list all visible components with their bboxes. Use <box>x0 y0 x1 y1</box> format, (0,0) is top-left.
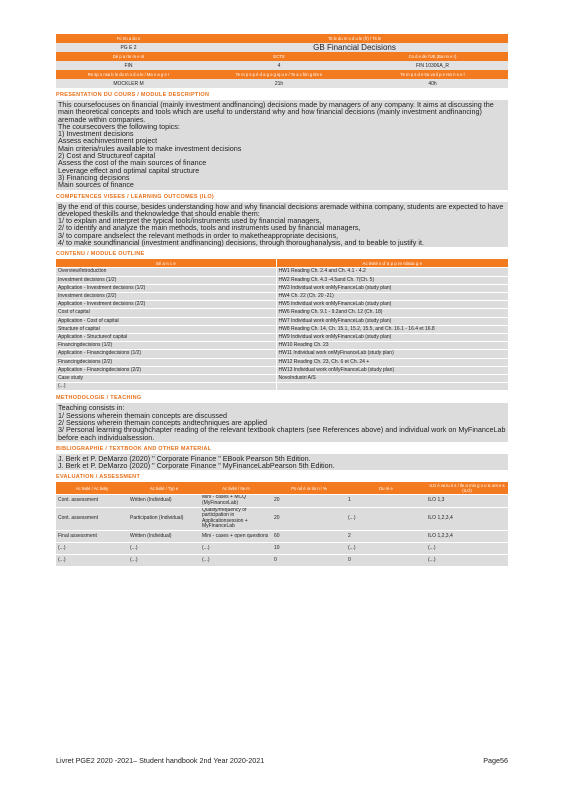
evaluation-cell: (...) <box>56 543 128 555</box>
evaluation-cell: 1 <box>346 495 426 507</box>
evaluation-cell: 0 <box>346 555 426 567</box>
evaluation-cell: 60 <box>272 531 346 543</box>
evaluation-cell: (...) <box>346 507 426 530</box>
outline-row <box>56 276 508 284</box>
outline-activity-cell: HW5 Individual work onMyFinanceLab (study plan) <box>276 301 508 309</box>
evaluation-cell: (...) <box>128 555 200 567</box>
outline-activity-cell: HW10 Reading Ch. 23 <box>276 342 508 350</box>
outline-session-cell: Application - Financingdecisions (1/2) <box>56 350 276 358</box>
module-title: GB Financial Decisions <box>201 43 508 52</box>
outline-row <box>56 309 508 317</box>
evaluation-cell: (...) <box>200 555 272 567</box>
outline-row <box>56 350 508 358</box>
outline-session-cell: Investment decisions (1/2) <box>56 276 276 284</box>
evaluation-cell: ILO 1,2,3,4 <box>426 507 508 530</box>
outline-row <box>56 374 508 382</box>
evaluation-cell: (...) <box>426 543 508 555</box>
outline-activity-cell: NovoIndustri A/S <box>276 374 508 382</box>
evaluation-cell: Mini - cases + open questions <box>200 531 272 543</box>
outline-session-cell: Application - Investment decisions (1/2) <box>56 284 276 292</box>
section-title-bibliography: BIBLIOGRAPHIE / TEXTBOOK AND OTHER MATERIAL <box>56 445 212 452</box>
ects-value: 4 <box>201 61 357 70</box>
outline-session-cell: Financingdecisions (1/2) <box>56 342 276 350</box>
header-label: Re sp o nsa b le du m o d u le / Ma n a g e r <box>56 70 201 79</box>
evaluation-cell: 20 <box>272 507 346 530</box>
outline-activity-cell: HW1 Reading Ch. 2.4 and Ch. 4.1 - 4.2 <box>276 268 508 276</box>
evaluation-cell: (...) <box>128 543 200 555</box>
header-label: ECTS <box>201 52 357 61</box>
outline-header-activity: Ac tivité s d 'a p p re ntissa g e <box>276 259 508 268</box>
evaluation-cell: Written (Individual) <box>128 531 200 543</box>
outline-row <box>56 284 508 292</box>
outline-activity-cell: HW2 Reading Ch. 4.3 -4.5and Ch. 7(Ch. 5) <box>276 276 508 284</box>
footer-handbook-title: Livret PGE2 2020 -2021– Student handbook 2nd Year 2020-2021 <box>56 756 265 765</box>
outline-activity-cell: HW7 Individual work onMyFinanceLab (study plan) <box>276 317 508 325</box>
outline-row <box>56 317 508 325</box>
outline-activity-cell: HW3 Individual work onMyFinanceLab (study plan) <box>276 284 508 292</box>
section-title-presentation: PRESENTATION DU COURS / MODULE DESCRIPTION <box>56 92 210 98</box>
personal-work-value: 40h <box>357 79 508 88</box>
header-label: Fo rm a tio n <box>56 34 201 43</box>
outline-session-cell: Overview/Introduction <box>56 268 276 276</box>
outline-activity-cell: HW4 Ch. 22 (Ch. 20 -21) <box>276 292 508 300</box>
evaluation-header-cell: Ac tivité / Ac tivity <box>56 482 128 495</box>
page-footer <box>56 756 508 765</box>
outline-table <box>56 259 508 391</box>
outline-session-cell: Application - Financingdecisions (2/2) <box>56 366 276 374</box>
evaluation-row <box>56 555 508 567</box>
evaluation-cell: (...) <box>200 543 272 555</box>
evaluation-header-cell: ILO é va lu é s / Ile a rnin g o u tc om e s (ILO) <box>426 482 508 495</box>
outline-row <box>56 333 508 341</box>
evaluation-row <box>56 543 508 555</box>
evaluation-cell: (...) <box>426 555 508 567</box>
module-header-table <box>56 34 508 88</box>
outline-activity-cell: HW12 Reading Ch. 23, Ch. 6 et Ch. 24 + <box>276 358 508 366</box>
teaching-text: Teaching consists in: 1/ Sessions wherein themain concepts are discussed 2/ Sessions wherein themain concepts andtechniques are applied 3/ Personal learning throughchapter reading of the relevant textbook chapters (see References above) and individual work on MyFinanceLab before each individualsession. <box>56 403 508 441</box>
presentation-text: This coursefocuses on financial (mainly investment andfinancing) decisions made by managers of any company. It aims at discussing the main theoretical concepts and tools which are useful to understand why and how financial decisions (mainly investment andfinancing) aremade within companies. The coursecovers the following topics: 1) Investment decisions Assess eachinvestment project Main criteria/rules available to make investment decisions 2) Cost and Structureof capital Assess the cost of the main sources of finance Leverage effect and optimal capital structure 3) Financing decisions Main sources of finance <box>56 100 508 190</box>
evaluation-header-cell: Ac tivité / Ite m <box>200 482 272 495</box>
outline-session-cell: Cost of capital <box>56 309 276 317</box>
evaluation-cell: 2 <box>346 531 426 543</box>
evaluation-cell: 20 <box>272 495 346 507</box>
document-page <box>56 34 508 567</box>
header-label: Te m p s p é d a g o g iq u e / Te a c hin g tim e <box>201 70 357 79</box>
outline-row <box>56 292 508 300</box>
evaluation-cell: Participation (Individual) <box>128 507 200 530</box>
outline-session-cell: Financingdecisions (2/2) <box>56 358 276 366</box>
section-title-teaching: METHODOLOGIE / TEACHING <box>56 395 142 402</box>
outline-row <box>56 301 508 309</box>
outline-session-cell: Investment decisions (2/2) <box>56 292 276 300</box>
evaluation-table <box>56 482 508 567</box>
evaluation-cell: (...) <box>56 555 128 567</box>
evaluation-cell: Mini - cases + MCQ (MyFinanceLab) <box>200 495 272 507</box>
evaluation-header-cell: Du ré e <box>346 482 426 495</box>
outline-activity-cell: HW9 Individual work onMyFinanceLab (study plan) <box>276 333 508 341</box>
outline-row <box>56 342 508 350</box>
header-label: Te m p s d e tra va il p e rso n n e l <box>357 70 508 79</box>
department-value: FIN <box>56 61 201 70</box>
outline-session-cell: (...) <box>56 383 276 391</box>
outline-session-cell: Application - Investment decisions (2/2) <box>56 301 276 309</box>
outline-header-session: Sé a n c e <box>56 259 276 268</box>
evaluation-header-cell: Ac tivité / Typ e <box>128 482 200 495</box>
outline-session-cell: Structure of capital <box>56 325 276 333</box>
outline-session-cell: Application - Cost of capital <box>56 317 276 325</box>
evaluation-cell: (...) <box>346 543 426 555</box>
evaluation-cell: ILO 1,2,3,4 <box>426 531 508 543</box>
outline-activity-cell: HW6 Reading Ch. 9.1 - 9.2and Ch. 12 (Ch. 18) <box>276 309 508 317</box>
outline-activity-cell <box>276 383 508 391</box>
header-label: Tit le du m o d u le (fr) / Tit le <box>201 34 508 43</box>
outline-row <box>56 358 508 366</box>
evaluation-cell: ILO 1,3 <box>426 495 508 507</box>
manager-value: MOCKLER M <box>56 79 201 88</box>
evaluation-cell: Cont. assessment <box>56 495 128 507</box>
outline-activity-cell: HW11 Individual work onMyFinanceLab (study plan) <box>276 350 508 358</box>
evaluation-cell: Written (Individual) <box>128 495 200 507</box>
evaluation-cell: Final assessment <box>56 531 128 543</box>
evaluation-row <box>56 507 508 530</box>
outline-row <box>56 366 508 374</box>
header-label: Co d e de l'UE (Ba nn e r) <box>357 52 508 61</box>
outcomes-text: By the end of this course, besides understanding how and why financial decisions aremade withina company, students are expected to have developed theskills and theknowledge that should enable them: 1/ to explain and interpret the typical tools/instruments used by financial managers, 2/ to identify and analyze the main methods, tools and instruments used by financial managers, 3/ to compare andselect the relevant methods in order to maketheappropriate decisions, 4/ to make soundfinancial (investment andfinancing) decisions, through thoroughanalysis, and to beable to justify it. <box>56 202 508 248</box>
evaluation-header-cell: Po nd é ra tio n / % <box>272 482 346 495</box>
outline-row <box>56 268 508 276</box>
bibliography-text: J. Berk et P. DeMarzo (2020) " Corporate Finance " EBook Pearson 5th Edition. J. Berk et P. DeMarzo (2020) " Corporate Finance " MyFinanceLabPearson 5th Edition. <box>56 454 508 471</box>
outline-session-cell: Case study <box>56 374 276 382</box>
code-value: FIN 10306A_R <box>357 61 508 70</box>
section-title-outcomes: COMPETENCES VISEES / LEARNING OUTCOMES (ILO) <box>56 193 215 200</box>
section-title-outline: CONTENU / MODULE OUTLINE <box>56 251 145 258</box>
section-title-evaluation: EVALUATION / ASSESSMENT <box>56 474 141 481</box>
outline-row <box>56 383 508 391</box>
teaching-time-value: 21h <box>201 79 357 88</box>
evaluation-cell: Cont. assessment <box>56 507 128 530</box>
outline-row <box>56 325 508 333</box>
page-number: Page56 <box>483 756 508 765</box>
evaluation-cell: 0 <box>272 555 346 567</box>
evaluation-cell: Quality/frequency of participation in Applicationsession + MyFinanceLab <box>200 507 272 530</box>
evaluation-cell: 10 <box>272 543 346 555</box>
outline-activity-cell: HW8 Reading Ch. 14, Ch. 15.1, 15.2, 15.5, and Ch. 16.1 - 16.4 et 16.8 <box>276 325 508 333</box>
header-label: Dé p a rte m e nt <box>56 52 201 61</box>
evaluation-row <box>56 531 508 543</box>
evaluation-row <box>56 495 508 507</box>
program-value: PG E 2 <box>56 43 201 52</box>
outline-activity-cell: HW13 Individual work onMyFinanceLab (study plan) <box>276 366 508 374</box>
outline-session-cell: Application - Structureof capital <box>56 333 276 341</box>
